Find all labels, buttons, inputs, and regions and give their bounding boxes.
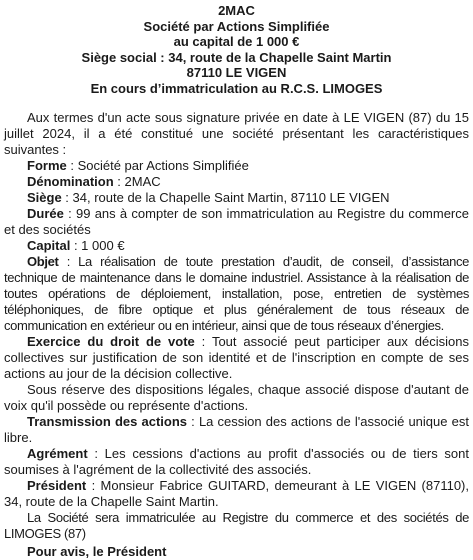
field-agrement-value: : Les cessions d'actions au profit d'associés ou de tiers sont soumises à l'agrément de la collectivité des associés. <box>4 446 469 477</box>
notice-body <box>4 110 469 560</box>
field-duree-value: : 99 ans à compter de son immatriculation au Registre du commerce et des sociétés <box>4 206 469 237</box>
company-capital: au capital de 1 000 € <box>173 34 300 49</box>
signature: Pour avis, le Président <box>27 544 167 559</box>
field-president-label: Président <box>27 478 87 493</box>
field-duree-label: Durée <box>27 206 64 221</box>
field-agrement-label: Agrément <box>27 446 88 461</box>
field-siege-value: : 34, route de la Chapelle Saint Martin, 87110 LE VIGEN <box>61 190 390 205</box>
field-siege-label: Siège <box>27 190 62 205</box>
field-vote <box>4 334 469 382</box>
field-denomination <box>4 174 469 190</box>
field-president-value: : Monsieur Fabrice GUITARD, demeurant à LE VIGEN (87110), 34, route de la Chapelle Saint Martin. <box>4 478 469 509</box>
field-transmission-label: Transmission des actions <box>27 414 188 429</box>
field-transmission <box>4 414 469 446</box>
field-objet-value: : La réalisation de toute prestation d’audit, de conseil, d’assistance technique de maintenance dans le domaine industriel. Assistance à la réalisation de toutes opérations de déploiement, installation, pose, entretien de systèmes téléphoniques, de fibre optique et plus généralement de tous réseaux de communication en extérieur ou en intérieur, ainsi que de tous réseaux d’énergies. <box>4 254 469 333</box>
reserve-paragraph: Sous réserve des dispositions légales, chaque associé dispose d'autant de voix qu'il possède ou représente d'actions. <box>4 382 469 413</box>
field-siege <box>4 190 469 206</box>
field-capital-value: : 1 000 € <box>70 238 125 253</box>
field-denomination-value: : 2MAC <box>113 174 161 189</box>
company-form: Société par Actions Simplifiée <box>143 18 330 34</box>
company-seat: Siège social : 34, route de la Chapelle Saint Martin <box>81 49 392 65</box>
field-duree <box>4 206 469 238</box>
field-objet <box>4 254 469 334</box>
field-objet-label: Objet <box>27 254 59 269</box>
intro-paragraph: Aux termes d'un acte sous signature privée en date à LE VIGEN (87) du 15 juillet 2024, il a été constitué une société présentant les caractéristiques suivantes : <box>4 110 469 157</box>
field-vote-label: Exercice du droit de vote <box>27 334 195 349</box>
field-agrement <box>4 446 469 478</box>
field-vote-value: : Tout associé peut participer aux décisions collectives sur justification de son identité et de l'inscription en compte de ses actions au jour de la décision collective. <box>4 334 470 381</box>
company-city: 87110 LE VIGEN <box>186 65 287 80</box>
notice-header <box>4 3 469 96</box>
field-capital-label: Capital <box>27 238 71 253</box>
field-forme <box>4 158 469 174</box>
field-denomination-label: Dénomination <box>27 174 114 189</box>
field-capital <box>4 238 469 254</box>
field-transmission-value: : La cession des actions de l'associé unique est libre. <box>4 414 469 445</box>
immatriculation-paragraph: La Société sera immatriculée au Registre du commerce et des sociétés de LIMOGES (87) <box>4 510 469 541</box>
field-forme-label: Forme <box>27 158 67 173</box>
field-president <box>4 478 469 510</box>
field-forme-value: : Société par Actions Simplifiée <box>66 158 249 173</box>
company-name: 2MAC <box>218 3 255 18</box>
company-registration: En cours d’immatriculation au R.C.S. LIMOGES <box>90 80 383 96</box>
